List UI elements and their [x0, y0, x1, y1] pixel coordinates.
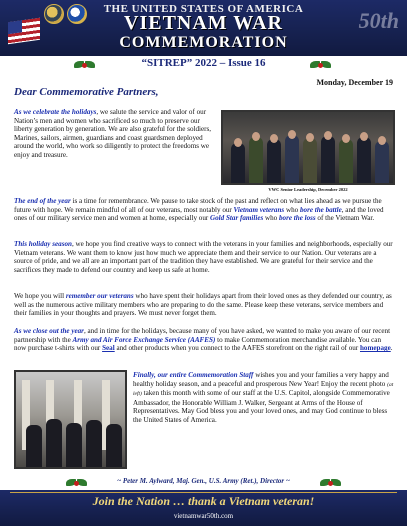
- paragraph-aafes: As we close out the year, and in time for the holidays, because many of you have asked, we wanted to make you aware of our recent partnership with the Army and Air Force Exchange Service (AAFES) to make Commemoration merchandise available. You can now purchase t-shirts with our Seal and other products when you connect to the AAFES storefront on the right rail of our homepage.: [14, 327, 393, 353]
- header-banner: [0, 0, 407, 56]
- capitol-staff-photo: [14, 370, 127, 469]
- footer-banner: [0, 490, 407, 526]
- header-line1: THE UNITED STATES OF AMERICA: [103, 3, 304, 15]
- paragraph-finally: Finally, our entire Commemoration Staff wishes you and your families a very happy and healthy holiday season, and a peaceful and prosperous New Year! Enjoy the recent photo (at left) taken this month with some of our staff at the U.S. Capitol, alongside Commemorative Ambassador, the Honorable William J. Walker, Sergeant at Arms of the House of Representatives. May God bless you and your loved ones, and may God continue to bless the United States of America.: [133, 371, 394, 424]
- header-subtitle: COMMEMORATION: [119, 34, 288, 51]
- greeting: Dear Commemorative Partners,: [14, 86, 159, 98]
- paragraph-remember-veterans: We hope you will remember our veterans who have spent their holidays apart from their loved ones as they defended our country, as well as the numerous active military members who are preparing to do the same. Please keep these veterans, service members and their families in your thoughts and prayers. We must never forget them.: [14, 292, 392, 318]
- paragraph-holidays: As we celebrate the holidays, we salute the service and valor of our Nation’s men and women who sacrificed so much to preserve our liberty generation by generation. We are also grateful for the soldiers, Marines, sailors, airmen, guardians and coast guardsmen deployed around the world, who work so diligently to protect the freedoms we enjoy and treasure.: [14, 108, 212, 159]
- photo-caption: VWC Senior Leadership, December 2022: [268, 187, 348, 192]
- paragraph-holiday-season: This holiday season, we hope you find creative ways to connect with the veterans in your families and neighborhoods, especially our Vietnam veterans. We want them to know just how much we appreciate them and their service to our Nation. Our veterans are a source of pride, and we all are an important part of the tradition they have established. We are grateful for their service and the sacrifices they made to defend our country and keep us safe at home.: [14, 240, 393, 274]
- issue-title: “SITREP” 2022 – Issue 16: [141, 57, 266, 69]
- holly-icon: [308, 60, 334, 70]
- header-title: VIETNAM WAR: [124, 12, 283, 34]
- homepage-link[interactable]: homepage: [359, 344, 391, 353]
- seal-link[interactable]: Seal: [102, 344, 115, 353]
- footer-url[interactable]: vietnamwar50th.com: [173, 512, 234, 520]
- lead-phrase: As we celebrate the holidays: [14, 108, 97, 116]
- paragraph-end-of-year: The end of the year is a time for remembrance. We pause to take stock of the past and reflect on what lies ahead as we pursue the future with hope. We remain mindful of all of our veterans, most notably our Vietnam veterans who bore the battle, and the loved ones of our military service men and women at home, especially our Gold Star families who bore the loss of the Vietnam War.: [14, 197, 384, 223]
- issue-date: Monday, December 19: [316, 78, 393, 87]
- fiftieth-badge: 50th: [358, 8, 399, 33]
- holly-icon: [318, 478, 344, 488]
- footer-slogan: Join the Nation … thank a Vietnam veteran!: [92, 494, 315, 508]
- director-signature: ~ Peter M. Aylward, Maj. Gen., U.S. Army (Ret.), Director ~: [117, 477, 290, 485]
- senior-leadership-photo: [221, 110, 395, 185]
